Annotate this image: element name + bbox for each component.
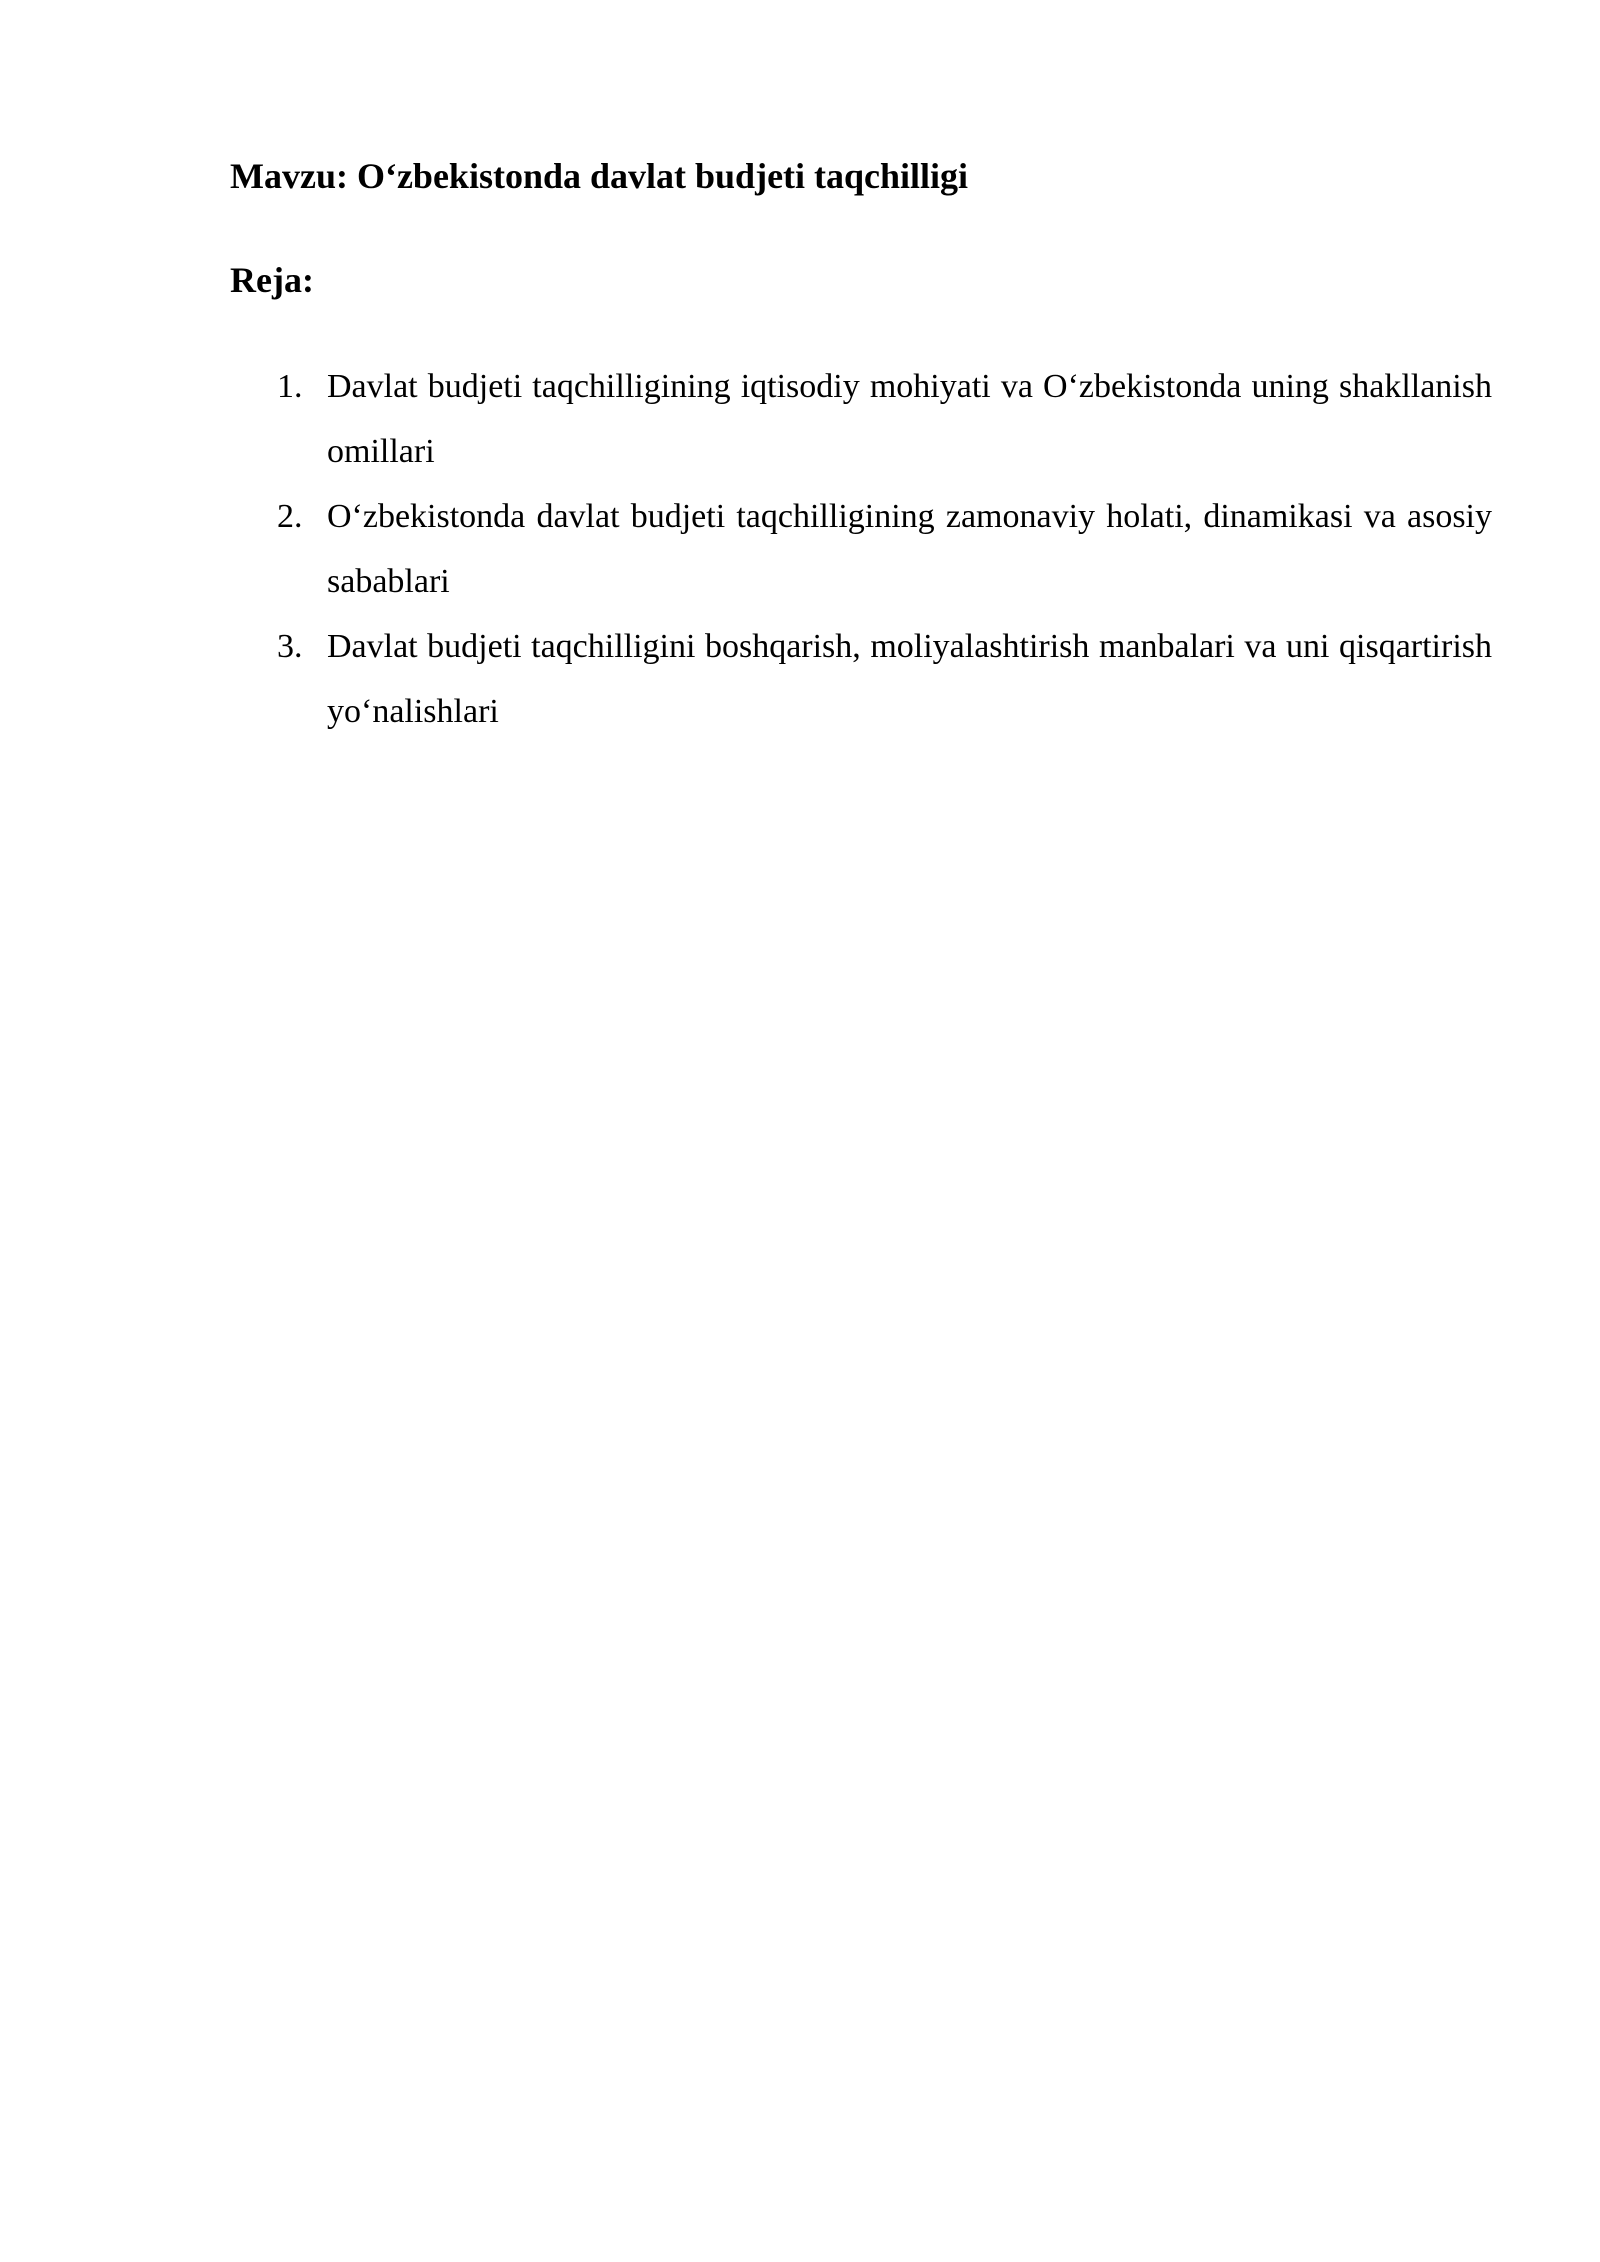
plan-item [230, 484, 1492, 614]
plan-item [230, 614, 1492, 744]
plan-item-text: O‘zbekistonda davlat budjeti taqchilligining zamonaviy holati, dinamikasi va asosiy sabablari [327, 498, 1492, 600]
plan-item [230, 354, 1492, 484]
page-title: Mavzu: O‘zbekistonda davlat budjeti taqchilligi [230, 156, 969, 196]
plan-item-text: Davlat budjeti taqchilligini boshqarish, moliyalashtirish manbalari va uni qisqartirish yo‘nalishlari [327, 628, 1492, 730]
plan-heading: Reja: [230, 260, 314, 300]
document-body [230, 148, 1492, 744]
plan-item-number: 1. [277, 368, 303, 405]
plan-item-number: 2. [277, 498, 303, 535]
plan-item-number: 3. [277, 628, 303, 665]
plan-list [230, 354, 1492, 744]
plan-item-text: Davlat budjeti taqchilligining iqtisodiy mohiyati va O‘zbekistonda uning shakllanish omillari [327, 368, 1492, 470]
